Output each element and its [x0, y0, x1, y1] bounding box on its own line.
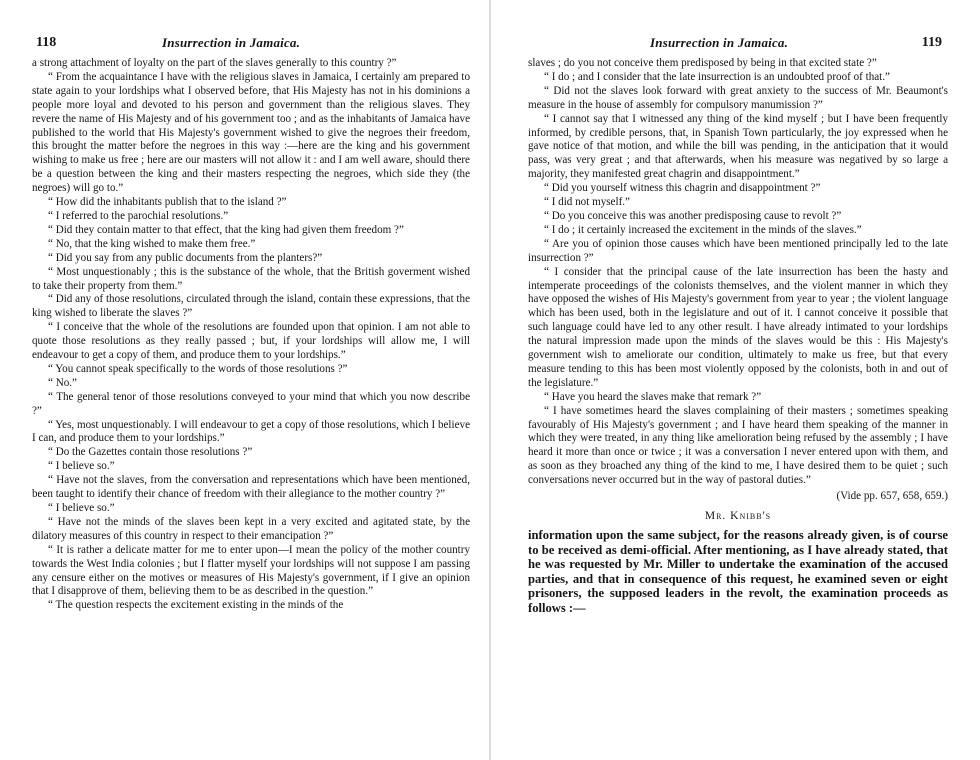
- paragraph: “ Did you say from any public documents from the planters?”: [48, 251, 323, 264]
- paragraph: “ The general tenor of those resolutions conveyed to your mind that which you now describe ?”: [32, 390, 470, 417]
- citation-note: (Vide pp. 657, 658, 659.): [836, 490, 948, 503]
- paragraph: “ I cannot say that I witnessed any thing of the kind myself ; but I have been frequently informed, by credible persons, that, in Spanish Town particularly, the joy expressed when he gave notice of that motion, and while the bill was pending, in the anticipation that it would pass, was very great ; and that afterwards, when his measure was negatived by so large a majority, they manifested great chagrin and disappointment.”: [528, 112, 948, 181]
- paragraph: “ It is rather a delicate matter for me to enter upon—I mean the policy of the mother country towards the West India colonies ; but I flatter myself your lordships will not suppose I am passing any censure either on the motives or measures of His Majesty's government, if I give an opinion that I disapprove of them, believing them to be as described in the question.”: [32, 543, 470, 598]
- paragraph: “ Most unquestionably ; this is the substance of the whole, that the British goverment wished to take their property from them.”: [32, 265, 470, 292]
- paragraph: “ I have sometimes heard the slaves complaining of their masters ; sometimes speaking favourably of His Majesty's government ; and I have heard them speaking of the manner in which they were treated, in any thing like amelioration being refused by the assembly ; I have heard it more than once or twice ; it was a conversation I never entered upon with them, and as soon as they broached any thing of the kind to me, I have desired them to be quiet ; such conversations never occurred but in the way of pastoral duties.”: [528, 404, 948, 487]
- paragraph: “ I did not myself.”: [544, 196, 630, 209]
- right-running-head: [528, 33, 948, 57]
- paragraph: “ I believe so.”: [48, 460, 115, 473]
- right-page-number: 119: [921, 35, 942, 50]
- left-page-number: 118: [36, 35, 57, 50]
- paragraph: “ Yes, most unquestionably. I will endeavour to get a copy of those resolutions, which I believe I can, and produce them to your lordships.”: [32, 418, 470, 445]
- paragraph: “ I referred to the parochial resolutions.”: [48, 209, 229, 222]
- paragraph: “ Do the Gazettes contain those resolutions ?”: [48, 446, 253, 459]
- closing-paragraph: information upon the same subject, for the reasons already given, is of course to be received as demi-official. After mentioning, as I have already stated, that he was requested by Mr. Miller to undertake the examination of the accused parties, and that in consequence of this request, he examined seven or eight prisoners, the supposed leaders in the revolt, the examination proceeds as follows :—: [528, 527, 948, 615]
- paragraph: “ I do ; it certainly increased the excitement in the minds of the slaves.”: [544, 223, 862, 236]
- paragraph: a strong attachment of loyalty on the part of the slaves generally to this country ?”: [32, 57, 397, 69]
- left-running-title: Insurrection in Jamaica.: [162, 35, 301, 50]
- paragraph: “ Did any of those resolutions, circulated through the island, contain these expressions, that the king wished to liberate the slaves ?”: [32, 293, 470, 320]
- paragraph: “ Have not the minds of the slaves been kept in a very excited and agitated state, by the dilatory measures of this country in respect to their emancipation ?”: [32, 515, 470, 542]
- paragraph: “ From the acquaintance I have with the religious slaves in Jamaica, I certainly am prepared to state again to your lordships what I observed before, that His Majesty has not in his dominions a people more loyal and devoted to his person and government than the religious slaves. They revere the name of His Majesty and of his government too ; and as the inhabitants of Jamaica have published to the world that His Majesty's government wished to give the negroes their freedom, this brought the matter before the negroes in this way :—here are the king and his government wishing to make us free ; here are our masters will not allow it : and I am well aware, should there be a question between the king and their masters respecting the negroes, which side they (the negroes) will go to.”: [32, 70, 470, 195]
- left-running-head: [32, 33, 470, 57]
- paragraph: “ The question respects the excitement existing in the minds of the: [48, 599, 344, 612]
- paragraph: “ I believe so.”: [48, 502, 115, 514]
- paragraph: “ Did you yourself witness this chagrin and disappointment ?”: [544, 182, 821, 195]
- paragraph: “ No, that the king wished to make them free.”: [48, 237, 256, 250]
- paragraph: “ Do you conceive this was another predisposing cause to revolt ?”: [544, 209, 842, 222]
- paragraph: “ Did they contain matter to that effect, that the king had given them freedom ?”: [48, 223, 404, 236]
- paragraph: “ How did the inhabitants publish that to the island ?”: [48, 196, 287, 209]
- paragraph: “ Have you heard the slaves make that remark ?”: [544, 390, 762, 403]
- paragraph: “ Did not the slaves look forward with great anxiety to the success of Mr. Beaumont's measure in the house of assembly for compulsory manumission ?”: [528, 84, 948, 111]
- paragraph: “ I conceive that the whole of the resolutions are founded upon that opinion. I am not able to quote those resolutions as they really passed ; but, if your lordships will allow me, I will endeavour to get a copy of them, and produce them to your lordships.”: [32, 321, 470, 362]
- paragraph: “ Are you of opinion those causes which have been mentioned principally led to the late insurrection ?”: [528, 237, 948, 264]
- paragraph: “ You cannot speak specifically to the words of those resolutions ?”: [48, 362, 348, 375]
- paragraph: “ Have not the slaves, from the conversation and representations which have been mentioned, been taught to identify their chance of freedom with their allegiance to the mother country ?”: [32, 474, 470, 501]
- right-page: [490, 0, 980, 760]
- paragraph: slaves ; do you not conceive them predisposed by being in that excited state ?”: [528, 57, 877, 69]
- left-body-text: [32, 57, 470, 613]
- section-heading: Mr. Knibb's: [704, 510, 772, 522]
- paragraph: “ I do ; and I consider that the late insurrection is an undoubted proof of that.”: [544, 70, 890, 83]
- right-running-title: Insurrection in Jamaica.: [650, 35, 789, 50]
- paragraph: “ I consider that the principal cause of the late insurrection has been the hasty and intemperate proceedings of the colonists themselves, and the violent manner in which they have opposed the wishes of His Majesty's government from year to year ; the violent language which has been used, both in the legislature and out of it. I cannot conceive it possible that such language could have led to any other result. I have already intimated to your lordships the natural impression made upon the minds of the slaves would be this : His Majesty's government wish to ameliorate our condition, ultimately to make us free, but that every measure tending to this has been most violently opposed by the colonists, both in and out of the legislature.”: [528, 265, 948, 389]
- paragraph: “ No.”: [48, 376, 77, 389]
- right-body-text: [528, 57, 948, 615]
